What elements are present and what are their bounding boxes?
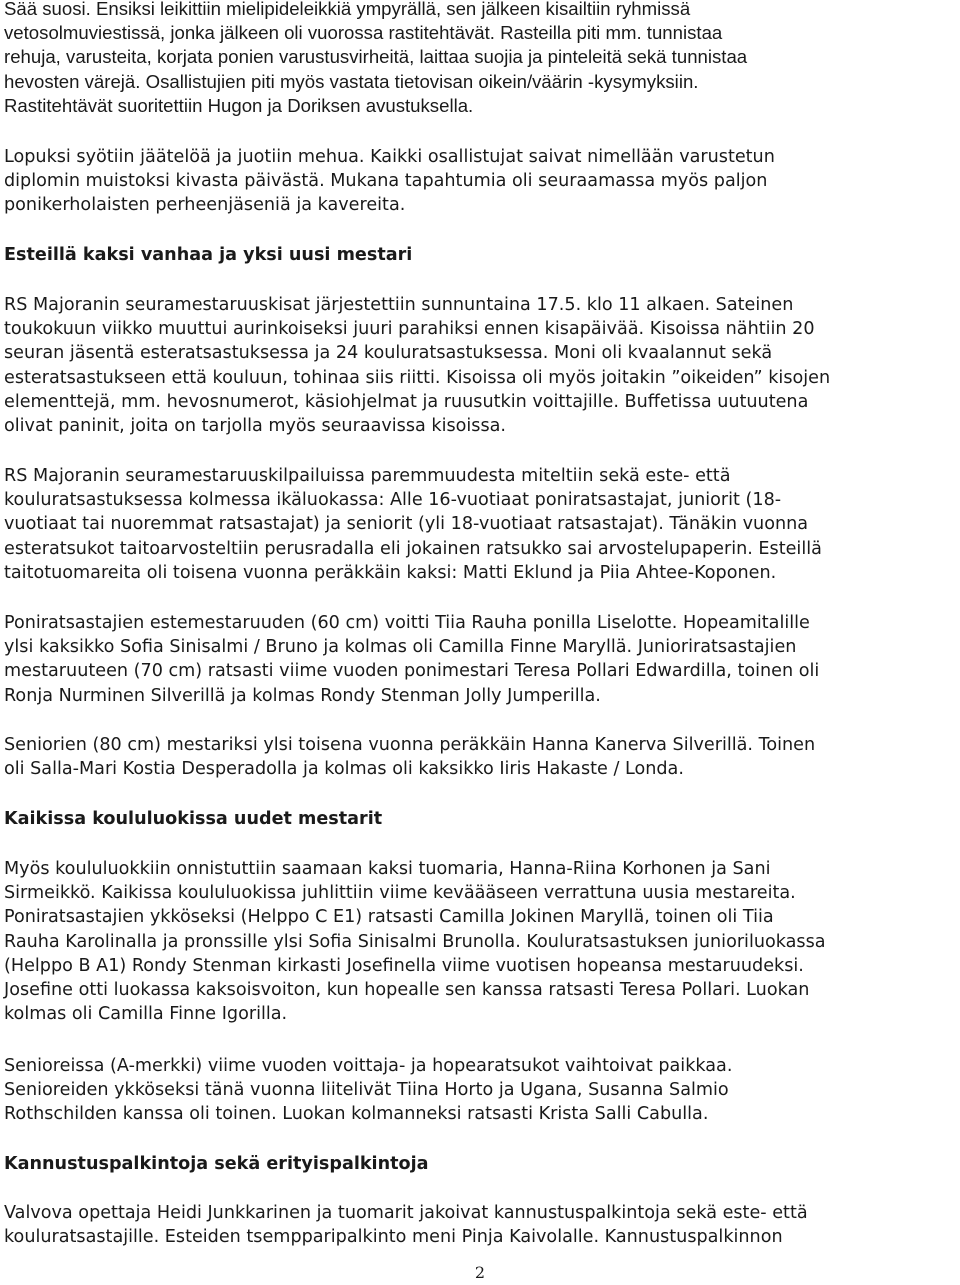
- text-line: Myös koululuokkiin onnistuttiin saamaan kaksi tuomaria, Hanna-Riina Korhonen ja Sani: [4, 859, 771, 879]
- text-line: mestaruuteen (70 cm) ratsasti viime vuoden ponimestari Teresa Pollari Edwardilla, toinen oli: [4, 661, 820, 682]
- text-line: Sirmeikkö. Kaikissa koululuokissa juhlittiin viime keväääseen verrattuna uusia mestareita.: [4, 883, 796, 904]
- text-line: Poniratsastajien ykköseksi (Helppo C E1) ratsasti Camilla Jokinen Maryllä, toinen oli Tiia: [4, 907, 774, 928]
- text-line: ponikerholaisten perheenjäseniä ja kavereita.: [4, 195, 406, 216]
- text-line: Lopuksi syötiin jäätelöä ja juotiin mehua. Kaikki osallistujat saivat nimellään varustetun: [4, 147, 775, 167]
- text-line: RS Majoranin seuramestaruuskisat järjestettiin sunnuntaina 17.5. klo 11 alkaen. Sateinen: [4, 295, 794, 315]
- text-line: Rothschilden kanssa oli toinen. Luokan kolmanneksi ratsasti Krista Salli Cabulla.: [4, 1104, 709, 1125]
- text-line: vetosolmuviestissä, jonka jälkeen oli vuorossa rastitehtävät. Rasteilla piti mm. tunnistaa: [4, 22, 723, 44]
- text-line: Senioreissa (A-merkki) viime vuoden voittaja- ja hopearatsukot vaihtoivat paikkaa.: [4, 1056, 733, 1076]
- paragraph-senior-results: [4, 733, 815, 781]
- text-line: kouluratsastuksessa kolmessa ikäluokassa: Alle 16-vuotiaat poniratsastajat, juniorit (18-: [4, 490, 782, 511]
- text-line: hevosten värejä. Osallistujien piti myös vastata tietovisan oikein/väärin -kysymyksiin.: [4, 70, 699, 92]
- text-line: elementtejä, mm. hevosnumerot, käsiohjelmat ja ruusutkin voittajille. Buffetissa uutuutena: [4, 391, 809, 412]
- text-line: olivat paninit, joita on tarjolla myös seuraavissa kisoissa.: [4, 416, 506, 437]
- text-line: Senioreiden ykköseksi tänä vuonna liitelivät Tiina Horto ja Ugana, Susanna Salmio: [4, 1080, 729, 1101]
- text-line: vuotiaat tai nuoremmat ratsastajat) ja seniorit (yli 18-vuotiaat ratsastajat). Tänäkin vuonna: [4, 514, 809, 535]
- text-line: ylsi kaksikko Sofia Sinisalmi / Bruno ja kolmas oli Camilla Finne Maryllä. Junioriratsastajien: [4, 637, 797, 658]
- text-line: Sää suosi. Ensiksi leikittiin mielipideleikkiä ympyrällä, sen jälkeen kisailtiin ryhmissä: [4, 0, 691, 19]
- paragraph-dressage-results: [4, 857, 826, 1026]
- text-line: diplomin muistoksi kivasta päivästä. Mukana tapahtumia oli seuraamassa myös paljon: [4, 171, 768, 192]
- text-line: esteratsastukseen että kouluun, tohinaa siis riitti. Kisoissa oli myös joitakin ”oikeiden” kisojen: [4, 367, 831, 388]
- text-line: kolmas oli Camilla Finne Igorilla.: [4, 1004, 288, 1025]
- text-line: Valvova opettaja Heidi Junkkarinen ja tuomarit jakoivat kannustuspalkintoja sekä este- että: [4, 1203, 808, 1223]
- section-heading-jumping: Esteillä kaksi vanhaa ja yksi uusi mestari: [4, 245, 413, 265]
- section-heading-awards: Kannustuspalkintoja sekä erityispalkintoja: [4, 1154, 429, 1174]
- paragraph-ending: [4, 145, 775, 218]
- paragraph-age-classes: [4, 464, 822, 585]
- paragraph-awards: [4, 1201, 808, 1249]
- text-line: seuran jäsentä esteratsastuksessa ja 24 kouluratsastuksessa. Moni oli kvaalannut sekä: [4, 343, 773, 364]
- page-number: 2: [474, 1263, 486, 1282]
- text-line: Seniorien (80 cm) mestariksi ylsi toisena vuonna peräkkäin Hanna Kanerva Silverillä. Toinen: [4, 735, 816, 755]
- text-line: RS Majoranin seuramestaruuskilpailuissa paremmuudesta miteltiin sekä este- että: [4, 466, 731, 486]
- text-line: taitotuomareita oli toisena vuonna peräkkäin kaksi: Matti Eklund ja Piia Ahtee-Koponen.: [4, 562, 777, 583]
- paragraph-senior-dressage: [4, 1054, 732, 1127]
- text-line: esteratsukot taitoarvosteltiin perusradalla eli jokainen ratsukko sai arvostelupaperin. Esteillä: [4, 538, 822, 559]
- text-line: Poniratsastajien estemestaruuden (60 cm) voitti Tiia Rauha ponilla Liselotte. Hopeamitalille: [4, 613, 810, 633]
- paragraph-pony-junior-results: [4, 611, 819, 708]
- text-line: toukokuun viikko muuttui aurinkoiseksi juuri parahiksi ennen kisapäivää. Kisoissa nähtiin 20: [4, 319, 815, 340]
- text-line: Rastitehtävät suoritettiin Hugon ja Doriksen avustuksella.: [4, 94, 474, 116]
- text-line: Rauha Karolinalla ja pronssille ylsi Sofia Sinisalmi Brunolla. Kouluratsastuksen junioriluokassa: [4, 931, 826, 952]
- text-line: Ronja Nurminen Silverillä ja kolmas Rondy Stenman Jolly Jumperilla.: [4, 685, 601, 706]
- text-line: (Helppo B A1) Rondy Stenman kirkasti Josefinella viime vuotisen hopeansa mestaruudeksi.: [4, 955, 804, 976]
- text-line: Josefine otti luokassa kaksoisvoiton, kun hopealle sen kanssa ratsasti Teresa Pollari. Luokan: [4, 980, 810, 1001]
- paragraph-championships-intro: [4, 293, 830, 438]
- paragraph-activities: [4, 0, 747, 118]
- text-line: oli Salla-Mari Kostia Desperadolla ja kolmas oli kaksikko Iiris Hakaste / Londa.: [4, 759, 684, 780]
- section-heading-dressage: Kaikissa koululuokissa uudet mestarit: [4, 809, 383, 829]
- text-line: kouluratsastajille. Esteiden tsempparipalkinto meni Pinja Kaivolalle. Kannustuspalkinnon: [4, 1227, 783, 1248]
- text-line: rehuja, varusteita, korjata ponien varustusvirheitä, laittaa suojia ja pinteleitä sekä tunnistaa: [4, 46, 748, 68]
